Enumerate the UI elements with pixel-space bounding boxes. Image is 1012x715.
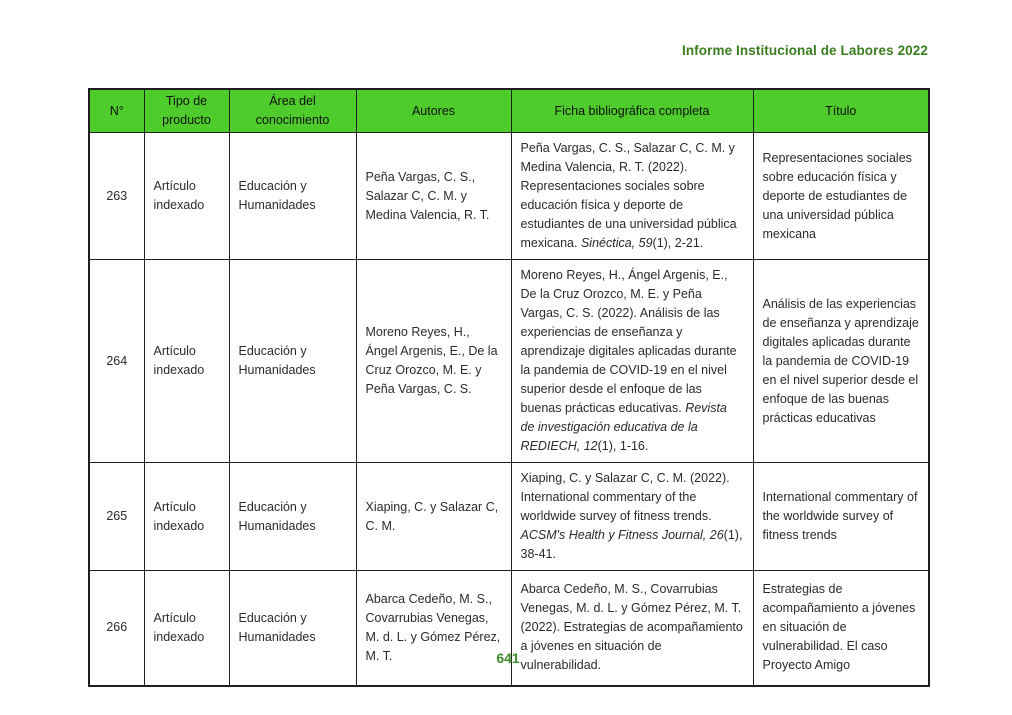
cell-area: Educación y Humanidades [229,133,356,260]
table-row [89,133,929,260]
report-header [682,42,928,60]
ficha-journal-segment: Revista de investigación educativa de la REDIECH, 12 [520,401,727,453]
cell-tipo: Artículo indexado [144,463,229,571]
cell-autores: Moreno Reyes, H., Ángel Argenis, E., De la Cruz Orozco, M. E. y Peña Vargas, C. S. [356,260,511,463]
cell-numero: 265 [89,463,144,571]
cell-titulo: Representaciones sociales sobre educación física y deporte de estudiantes de una universidad pública mexicana [753,133,929,260]
page-number: 641 [496,650,520,666]
cell-titulo: International commentary of the worldwide survey of fitness trends [753,463,929,571]
cell-ficha [511,260,753,463]
column-header-tipo: Tipo de producto [144,89,229,133]
column-header-autores: Autores [356,89,511,133]
cell-area: Educación y Humanidades [229,571,356,686]
cell-ficha [511,571,753,686]
report-title: Informe Institucional de Labores 2022 [681,43,928,58]
ficha-text-segment: Peña Vargas, C. S., Salazar C, C. M. y Medina Valencia, R. T. (2022). Representaciones sociales sobre educación física y deporte de estudiantes de una universidad pública mexicana. [520,141,737,250]
table-row [89,463,929,571]
ficha-text-segment: (1), 38-41. [520,528,743,561]
ficha-text-segment: Xiaping, C. y Salazar C, C. M. (2022). International commentary of the worldwide survey of fitness trends. [520,471,730,523]
cell-area: Educación y Humanidades [229,260,356,463]
cell-tipo: Artículo indexado [144,260,229,463]
cell-tipo: Artículo indexado [144,133,229,260]
ficha-journal-segment: ACSM's Health y Fitness Journal, 26 [520,528,724,542]
publications-table [88,88,930,687]
cell-titulo: Estrategias de acompañamiento a jóvenes en situación de vulnerabilidad. El caso Proyecto Amigo [753,571,929,686]
cell-titulo: Análisis de las experiencias de enseñanza y aprendizaje digitales aplicadas durante la pandemia de COVID-19 en el nivel superior desde el enfoque de las buenas prácticas educativas [753,260,929,463]
cell-numero: 266 [89,571,144,686]
column-header-numero: N° [89,89,144,133]
cell-ficha [511,463,753,571]
cell-numero: 263 [89,133,144,260]
table-row [89,571,929,686]
cell-tipo: Artículo indexado [144,571,229,686]
ficha-journal-segment: Sinéctica, 59 [580,236,653,250]
cell-autores: Peña Vargas, C. S., Salazar C, C. M. y Medina Valencia, R. T. [356,133,511,260]
cell-autores: Xiaping, C. y Salazar C, C. M. [356,463,511,571]
ficha-text-segment: Abarca Cedeño, M. S., Covarrubias Venegas, M. d. L. y Gómez Pérez, M. T. (2022). Estrategias de acompañamiento a jóvenes en situación de vulnerabilidad. [520,582,743,673]
cell-area: Educación y Humanidades [229,463,356,571]
table-row [89,260,929,463]
cell-numero: 264 [89,260,144,463]
table-header-row [89,89,929,133]
column-header-ficha: Ficha bibliográfica completa [511,89,753,133]
column-header-titulo: Título [753,89,929,133]
ficha-text-segment: (1), 1-16. [597,439,649,453]
ficha-text-segment: Moreno Reyes, H., Ángel Argenis, E., De la Cruz Orozco, M. E. y Peña Vargas, C. S. (2022). Análisis de las experiencias de enseñanza y aprendizaje digitales aplicadas durante la pandemia de COVID-19 en el nivel superior desde el enfoque de las buenas prácticas educativas. [520,268,737,415]
ficha-text-segment: (1), 2-21. [652,236,704,250]
page-footer [88,650,928,668]
cell-autores: Abarca Cedeño, M. S., Covarrubias Venegas, M. d. L. y Gómez Pérez, M. T. [356,571,511,686]
cell-ficha [511,133,753,260]
column-header-area: Área del conocimiento [229,89,356,133]
